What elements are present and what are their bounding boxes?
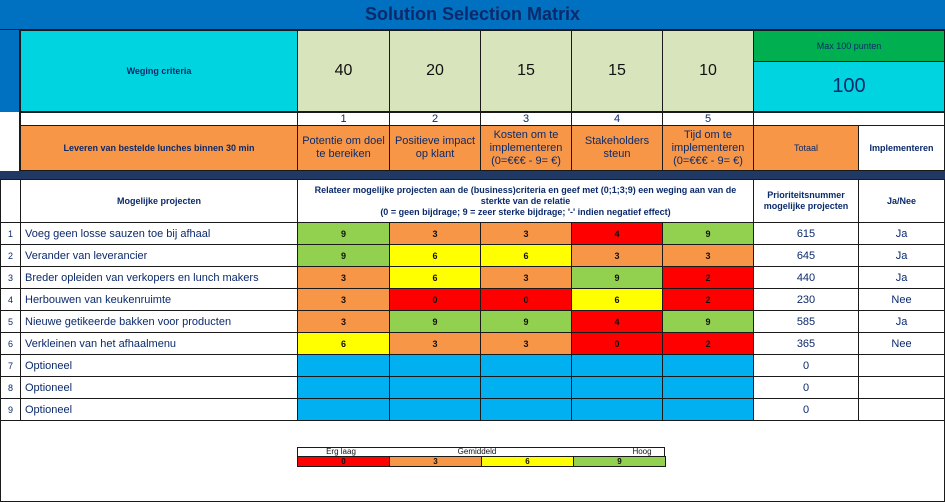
priority-total: 0 — [753, 398, 859, 421]
score-cell-criterion-5[interactable]: 3 — [662, 244, 754, 267]
legend-swatch-0: 0 — [297, 456, 390, 467]
row-index: 4 — [0, 288, 21, 311]
score-cell-criterion-1[interactable]: 3 — [297, 266, 390, 289]
weight-5[interactable]: 10 — [662, 30, 754, 112]
project-name[interactable]: Verander van leverancier — [20, 244, 298, 267]
row-index: 1 — [0, 222, 21, 245]
project-name[interactable]: Voeg geen losse sauzen toe bij afhaal — [20, 222, 298, 245]
score-cell-criterion-1[interactable]: 9 — [297, 222, 390, 245]
score-cell-criterion-3[interactable]: 9 — [480, 310, 572, 333]
score-cell-criterion-4[interactable]: 6 — [571, 288, 663, 311]
priority-total: 440 — [753, 266, 859, 289]
max-points-label: Max 100 punten — [753, 30, 945, 62]
score-cell-criterion-2[interactable] — [389, 376, 481, 399]
project-name[interactable]: Nieuwe getikeerde bakken voor producten — [20, 310, 298, 333]
priority-header: Prioriteitsnummer mogelijke projecten — [753, 179, 859, 223]
score-cell-criterion-5[interactable]: 2 — [662, 266, 754, 289]
project-name[interactable]: Optioneel — [20, 354, 298, 377]
project-name[interactable]: Verkleinen van het afhaalmenu — [20, 332, 298, 355]
row-index: 7 — [0, 354, 21, 377]
score-cell-criterion-1[interactable] — [297, 398, 390, 421]
score-cell-criterion-2[interactable]: 6 — [389, 244, 481, 267]
janee-header: Ja/Nee — [858, 179, 945, 223]
criteria-number-1: 1 — [297, 112, 390, 126]
criteria-number-3: 3 — [480, 112, 572, 126]
legend-swatch-6: 6 — [481, 456, 574, 467]
score-cell-criterion-3[interactable]: 3 — [480, 332, 572, 355]
score-cell-criterion-2[interactable]: 3 — [389, 332, 481, 355]
left-accent-bar-lower — [0, 112, 20, 171]
score-cell-criterion-3[interactable] — [480, 376, 572, 399]
implement-decision[interactable]: Nee — [858, 332, 945, 355]
priority-total: 645 — [753, 244, 859, 267]
criteria-number-2: 2 — [389, 112, 481, 126]
score-cell-criterion-1[interactable] — [297, 354, 390, 377]
weight-total: 100 — [753, 61, 945, 112]
score-cell-criterion-5[interactable]: 9 — [662, 310, 754, 333]
score-cell-criterion-4[interactable]: 0 — [571, 332, 663, 355]
score-cell-criterion-5[interactable]: 2 — [662, 332, 754, 355]
implementeren-header: Implementeren — [858, 125, 945, 171]
score-cell-criterion-3[interactable]: 0 — [480, 288, 572, 311]
legend-label-low: Erg laag — [326, 447, 356, 456]
criterion-4: Stakeholders steun — [571, 125, 663, 171]
projects-header: Mogelijke projecten — [20, 179, 298, 223]
criteria-number-5: 5 — [662, 112, 754, 126]
score-cell-criterion-3[interactable]: 3 — [480, 266, 572, 289]
score-cell-criterion-1[interactable]: 6 — [297, 332, 390, 355]
implement-decision[interactable] — [858, 398, 945, 421]
projects-left-blank — [0, 179, 21, 223]
score-cell-criterion-2[interactable]: 9 — [389, 310, 481, 333]
criterion-5: Tijd om te implementeren (0=€€€ - 9= €) — [662, 125, 754, 171]
section-divider — [0, 171, 945, 179]
criterion-2: Positieve impact op klant — [389, 125, 481, 171]
instruction-line-2: (0 = geen bijdrage; 9 = zeer sterke bijdrage; '-' indien negatief effect) — [380, 206, 671, 217]
score-cell-criterion-3[interactable] — [480, 398, 572, 421]
priority-total: 365 — [753, 332, 859, 355]
score-cell-criterion-1[interactable]: 9 — [297, 244, 390, 267]
priority-total: 230 — [753, 288, 859, 311]
score-cell-criterion-2[interactable]: 3 — [389, 222, 481, 245]
implement-decision[interactable]: Ja — [858, 222, 945, 245]
project-name[interactable]: Breder opleiden van verkopers en lunch makers — [20, 266, 298, 289]
score-cell-criterion-2[interactable] — [389, 354, 481, 377]
score-cell-criterion-2[interactable]: 0 — [389, 288, 481, 311]
criteria-number-blank-right — [753, 112, 945, 126]
score-cell-criterion-5[interactable] — [662, 376, 754, 399]
legend-label-high: Hoog — [632, 447, 652, 456]
score-cell-criterion-4[interactable]: 9 — [571, 266, 663, 289]
score-cell-criterion-2[interactable] — [389, 398, 481, 421]
row-index: 6 — [0, 332, 21, 355]
weight-4[interactable]: 15 — [571, 30, 663, 112]
row-index: 2 — [0, 244, 21, 267]
implement-decision[interactable]: Ja — [858, 266, 945, 289]
row-index: 9 — [0, 398, 21, 421]
score-cell-criterion-4[interactable]: 4 — [571, 222, 663, 245]
goal-label: Leveren van bestelde lunches binnen 30 min — [20, 125, 298, 171]
score-cell-criterion-5[interactable] — [662, 398, 754, 421]
score-cell-criterion-2[interactable]: 6 — [389, 266, 481, 289]
score-cell-criterion-4[interactable] — [571, 398, 663, 421]
score-cell-criterion-1[interactable]: 3 — [297, 310, 390, 333]
implement-decision[interactable]: Nee — [858, 288, 945, 311]
weging-criteria-label: Weging criteria — [20, 30, 298, 112]
project-name[interactable]: Herbouwen van keukenruimte — [20, 288, 298, 311]
criterion-3: Kosten om te implementeren (0=€€€ - 9= €) — [480, 125, 572, 171]
implement-decision[interactable] — [858, 376, 945, 399]
weight-3[interactable]: 15 — [480, 30, 572, 112]
priority-total: 0 — [753, 354, 859, 377]
score-cell-criterion-3[interactable]: 3 — [480, 222, 572, 245]
instruction-header — [297, 179, 754, 223]
project-name[interactable]: Optioneel — [20, 398, 298, 421]
row-index: 5 — [0, 310, 21, 333]
weight-1[interactable]: 40 — [297, 30, 390, 112]
implement-decision[interactable]: Ja — [858, 310, 945, 333]
score-cell-criterion-4[interactable]: 4 — [571, 310, 663, 333]
score-cell-criterion-3[interactable] — [480, 354, 572, 377]
legend-swatch-9: 9 — [573, 456, 666, 467]
implement-decision[interactable] — [858, 354, 945, 377]
legend-swatch-3: 3 — [389, 456, 482, 467]
totaal-header: Totaal — [753, 125, 859, 171]
score-cell-criterion-3[interactable]: 6 — [480, 244, 572, 267]
score-cell-criterion-4[interactable] — [571, 376, 663, 399]
score-cell-criterion-5[interactable]: 2 — [662, 288, 754, 311]
score-cell-criterion-5[interactable]: 9 — [662, 222, 754, 245]
criteria-number-blank — [20, 112, 298, 126]
weight-2[interactable]: 20 — [389, 30, 481, 112]
priority-total: 615 — [753, 222, 859, 245]
priority-total: 585 — [753, 310, 859, 333]
criterion-1: Potentie om doel te bereiken — [297, 125, 390, 171]
legend-label-mid: Gemiddeld — [457, 447, 497, 456]
score-cell-criterion-5[interactable] — [662, 354, 754, 377]
score-cell-criterion-4[interactable]: 3 — [571, 244, 663, 267]
row-index: 8 — [0, 376, 21, 399]
score-cell-criterion-4[interactable] — [571, 354, 663, 377]
matrix-title: Solution Selection Matrix — [0, 0, 945, 30]
priority-total: 0 — [753, 376, 859, 399]
score-cell-criterion-1[interactable]: 3 — [297, 288, 390, 311]
project-name[interactable]: Optioneel — [20, 376, 298, 399]
implement-decision[interactable]: Ja — [858, 244, 945, 267]
left-accent-bar — [0, 30, 20, 112]
criteria-number-4: 4 — [571, 112, 663, 126]
instruction-line-1: Relateer mogelijke projecten aan de (business)criteria en geef met (0;1;3;9) een weging aan van de sterkte van de relatie — [314, 184, 737, 206]
row-index: 3 — [0, 266, 21, 289]
score-cell-criterion-1[interactable] — [297, 376, 390, 399]
